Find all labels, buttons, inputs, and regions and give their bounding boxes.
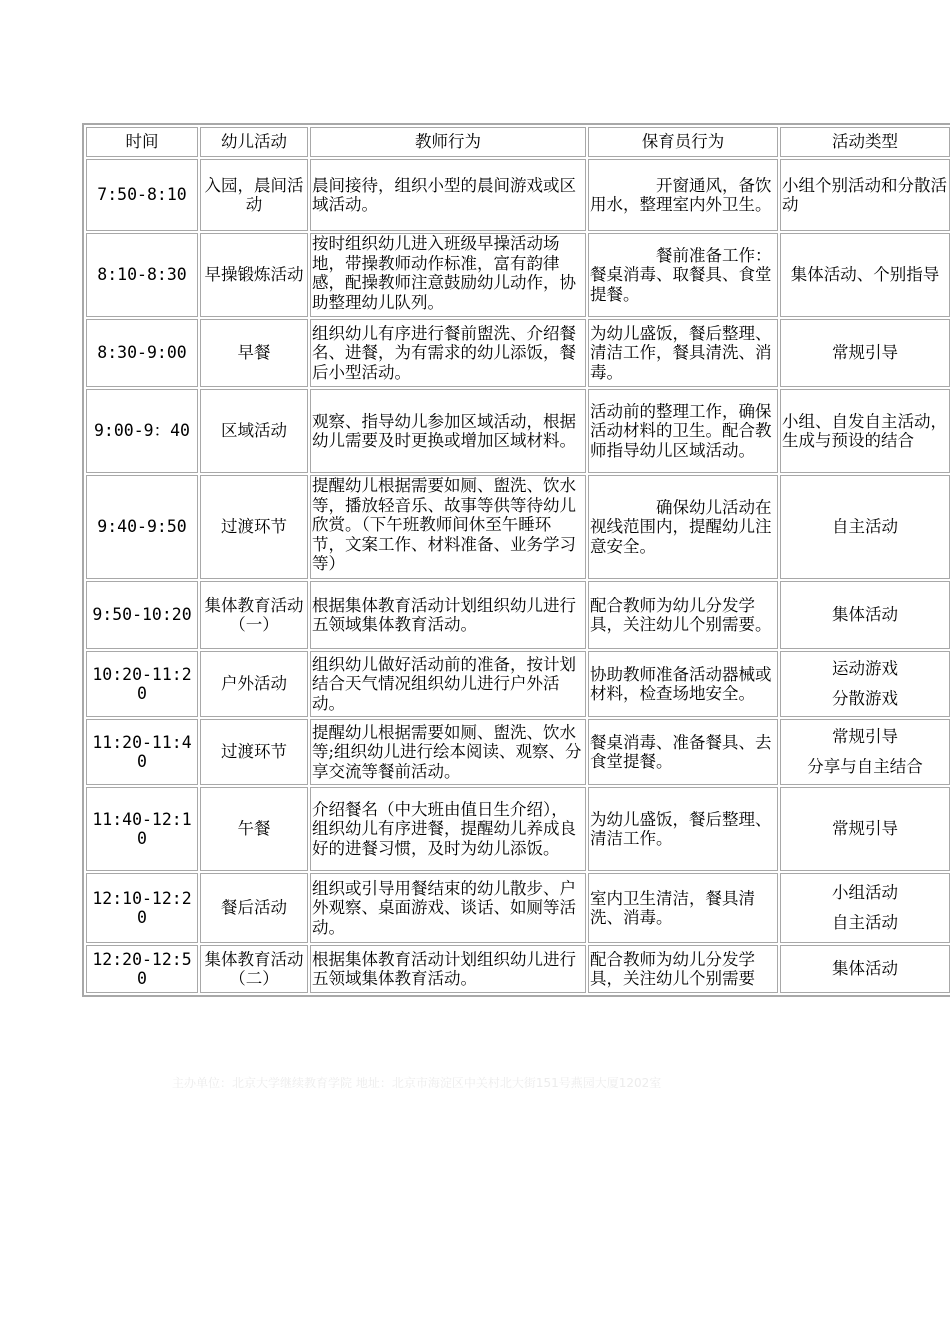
time-cell: 9:00-9：40: [86, 389, 198, 473]
activity-type-line: 小组活动: [832, 883, 898, 902]
activity-type-cell: [780, 719, 950, 785]
time-cell: 12:10-12:20: [86, 873, 198, 943]
time-cell: 7:50-8:10: [86, 159, 198, 231]
table-row: [86, 159, 950, 231]
teacher-behavior-cell: 介绍餐名（中大班由值日生介绍），组织幼儿有序进餐，提醒幼儿养成良好的进餐习惯，及时为幼儿添饭。: [310, 787, 586, 871]
table-row: [86, 787, 950, 871]
header-activity-type: 活动类型: [780, 127, 950, 157]
time-cell: 9:40-9:50: [86, 475, 198, 579]
activity-type-cell: [780, 651, 950, 717]
teacher-behavior-cell: 提醒幼儿根据需要如厕、盥洗、饮水等，播放轻音乐、故事等供等待幼儿欣赏。（下午班教师间休至午睡环节，文案工作、材料准备、业务学习等）: [310, 475, 586, 579]
child-activity-cell: 集体教育活动（二）: [200, 945, 308, 993]
activity-type-cell: 集体活动、个别指导: [780, 233, 950, 317]
table-body: [86, 159, 950, 993]
child-activity-cell: 集体教育活动（一）: [200, 581, 308, 649]
teacher-behavior-cell: 组织幼儿做好活动前的准备，按计划结合天气情况组织幼儿进行户外活动。: [310, 651, 586, 717]
activity-type-cell: 小组个别活动和分散活动: [780, 159, 950, 231]
teacher-behavior-cell: 组织或引导用餐结束的幼儿散步、户外观察、桌面游戏、谈话、如厕等活动。: [310, 873, 586, 943]
header-nurse-behavior: 保育员行为: [588, 127, 778, 157]
nurse-behavior-cell: 确保幼儿活动在视线范围内，提醒幼儿注意安全。: [588, 475, 778, 579]
teacher-behavior-cell: 提醒幼儿根据需要如厕、盥洗、饮水等;组织幼儿进行绘本阅读、观察、分享交流等餐前活动。: [310, 719, 586, 785]
teacher-behavior-cell: 按时组织幼儿进入班级早操活动场地，带操教师动作标准，富有韵律感，配操教师注意鼓励幼儿动作，协助整理幼儿队列。: [310, 233, 586, 317]
time-cell: 8:10-8:30: [86, 233, 198, 317]
table-row: [86, 719, 950, 785]
nurse-behavior-cell: 配合教师为幼儿分发学具，关注幼儿个别需要: [588, 945, 778, 993]
activity-type-cell: 自主活动: [780, 475, 950, 579]
child-activity-cell: 户外活动: [200, 651, 308, 717]
nurse-behavior-cell: 活动前的整理工作，确保活动材料的卫生。配合教师指导幼儿区域活动。: [588, 389, 778, 473]
table-row: [86, 319, 950, 387]
nurse-behavior-cell: 协助教师准备活动器械或材料，检查场地安全。: [588, 651, 778, 717]
child-activity-cell: 早餐: [200, 319, 308, 387]
time-cell: 11:40-12:10: [86, 787, 198, 871]
nurse-behavior-cell: 为幼儿盛饭，餐后整理、清洁工作，餐具清洗、消毒。: [588, 319, 778, 387]
daily-schedule-table: [82, 123, 950, 997]
table-row: [86, 475, 950, 579]
table-row: [86, 945, 950, 993]
nurse-behavior-cell: 室内卫生清洁，餐具清洗、消毒。: [588, 873, 778, 943]
nurse-behavior-cell: 餐前准备工作：餐桌消毒、取餐具、食堂提餐。: [588, 233, 778, 317]
header-child-activity: 幼儿活动: [200, 127, 308, 157]
nurse-behavior-cell: 为幼儿盛饭，餐后整理、清洁工作。: [588, 787, 778, 871]
child-activity-cell: 早操锻炼活动: [200, 233, 308, 317]
activity-type-cell: [780, 873, 950, 943]
nurse-behavior-cell: 开窗通风，备饮用水，整理室内外卫生。: [588, 159, 778, 231]
time-cell: 11:20-11:40: [86, 719, 198, 785]
activity-type-line: 运动游戏: [832, 659, 898, 678]
table-row: [86, 389, 950, 473]
activity-type-cell: 常规引导: [780, 319, 950, 387]
time-cell: 10:20-11:20: [86, 651, 198, 717]
table-row: [86, 651, 950, 717]
child-activity-cell: 入园，晨间活动: [200, 159, 308, 231]
header-time: 时间: [86, 127, 198, 157]
table-header-row: [86, 127, 950, 157]
table-row: [86, 233, 950, 317]
activity-type-cell: 常规引导: [780, 787, 950, 871]
teacher-behavior-cell: 观察、指导幼儿参加区域活动，根据幼儿需要及时更换或增加区域材料。: [310, 389, 586, 473]
child-activity-cell: 区域活动: [200, 389, 308, 473]
teacher-behavior-cell: 晨间接待，组织小型的晨间游戏或区域活动。: [310, 159, 586, 231]
activity-type-line: 自主活动: [832, 913, 898, 932]
child-activity-cell: 过渡环节: [200, 475, 308, 579]
table-row: [86, 873, 950, 943]
header-teacher-behavior: 教师行为: [310, 127, 586, 157]
child-activity-cell: 过渡环节: [200, 719, 308, 785]
time-cell: 9:50-10:20: [86, 581, 198, 649]
activity-type-cell: 集体活动: [780, 581, 950, 649]
nurse-behavior-cell: 餐桌消毒、准备餐具、去食堂提餐。: [588, 719, 778, 785]
time-cell: 8:30-9:00: [86, 319, 198, 387]
teacher-behavior-cell: 组织幼儿有序进行餐前盥洗、介绍餐名、进餐，为有需求的幼儿添饭，餐后小型活动。: [310, 319, 586, 387]
activity-type-cell: 集体活动: [780, 945, 950, 993]
nurse-behavior-cell: 配合教师为幼儿分发学具，关注幼儿个别需要。: [588, 581, 778, 649]
activity-type-line: 常规引导: [832, 727, 898, 746]
activity-type-line: 分散游戏: [832, 689, 898, 708]
activity-type-cell: 小组、自发自主活动，生成与预设的结合: [780, 389, 950, 473]
time-cell: 12:20-12:50: [86, 945, 198, 993]
child-activity-cell: 午餐: [200, 787, 308, 871]
child-activity-cell: 餐后活动: [200, 873, 308, 943]
table-row: [86, 581, 950, 649]
teacher-behavior-cell: 根据集体教育活动计划组织幼儿进行五领域集体教育活动。: [310, 581, 586, 649]
teacher-behavior-cell: 根据集体教育活动计划组织幼儿进行五领域集体教育活动。: [310, 945, 586, 993]
activity-type-line: 分享与自主结合: [807, 757, 923, 776]
footer-watermark: 主办单位：北京大学继续教育学院 地址：北京市海淀区中关村北大街151号燕园大厦1202室: [172, 1076, 662, 1090]
